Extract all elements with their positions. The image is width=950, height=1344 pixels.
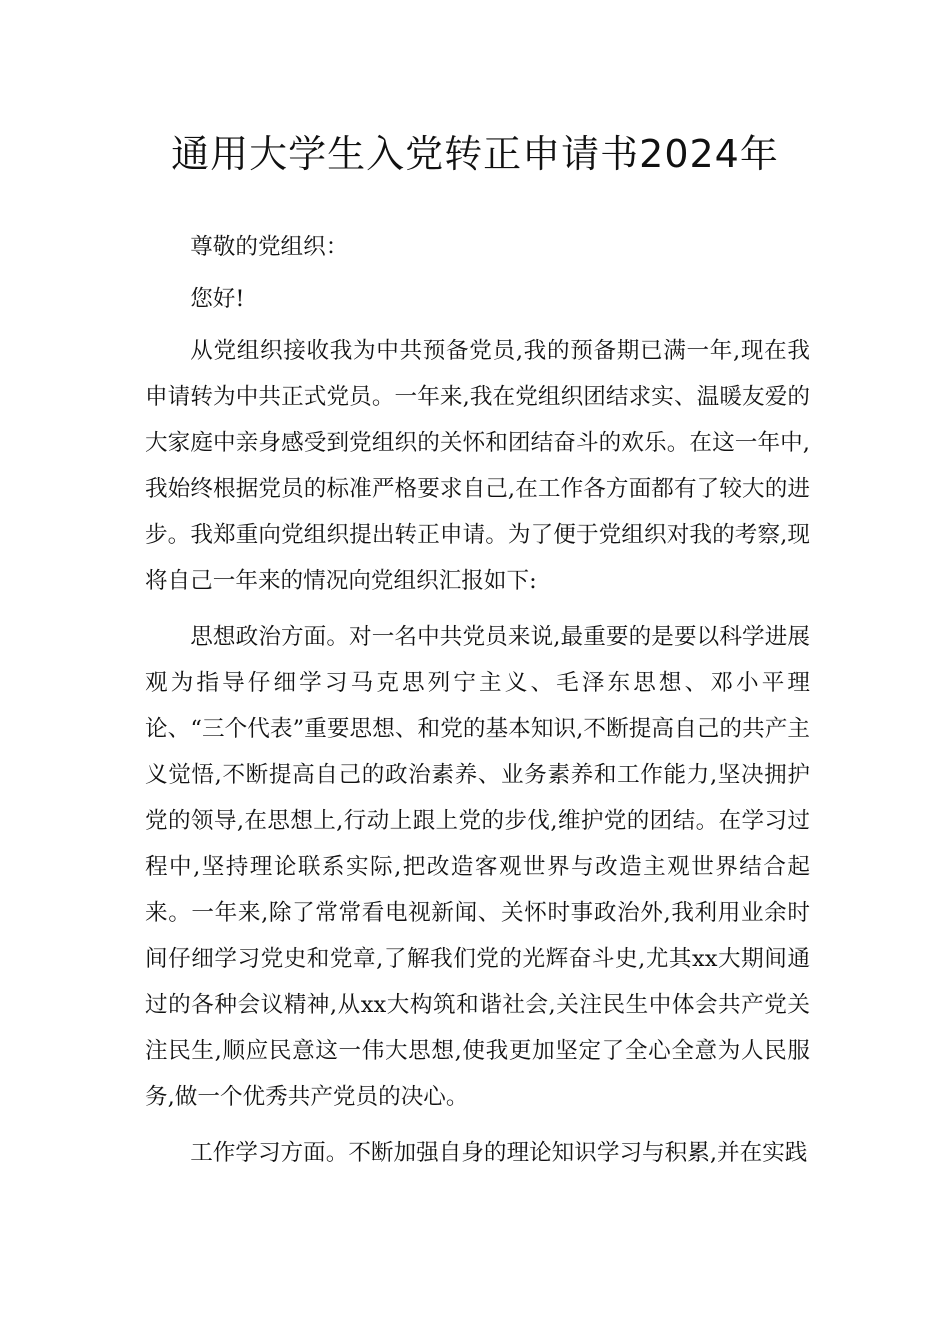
paragraph-work-study: 工作学习方面。不断加强自身的理论知识学习与积累,并在实践 [190,1140,808,1166]
paragraph-intro: 从党组织接收我为中共预备党员,我的预备期已满一年,现在我申请转为中共正式党员。一年来,我在党组织团结求实、温暖友爱的大家庭中亲身感受到党组织的关怀和团结奋斗的欢乐。在这一年中,我始终根据党员的标准严格要求自己,在工作各方面都有了较大的进步。我郑重向党组织提出转正申请。为了便于党组织对我的考察,现将自己一年来的情况向党组织汇报如下: [145,338,810,594]
paragraph-political: 思想政治方面。对一名中共党员来说,最重要的是要以科学进展观为指导仔细学习马克思列宁主义、毛泽东思想、邓小平理论、“三个代表”重要思想、和党的基本知识,不断提高自己的共产主义觉悟,不断提高自己的政治素养、业务素养和工作能力,坚决拥护党的领导,在思想上,行动上跟上党的步伐,维护党的团结。在学习过程中,坚持理论联系实际,把改造客观世界与改造主观世界结合起来。一年来,除了常常看电视新闻、关怀时事政治外,我利用业余时间仔细学习党史和党章,了解我们党的光辉奋斗史,尤其xx大期间通过的各种会议精神,从xx大构筑和谐社会,关注民生中体会共产党关注民生,顺应民意这一伟大思想,使我更加坚定了全心全意为人民服务,做一个优秀共产党员的决心。 [145,624,810,1110]
document-body [145,224,810,1186]
salutation: 尊敬的党组织： [190,234,349,260]
document-title: 通用大学生入党转正申请书2024年 [171,132,779,176]
greeting: 您好! [190,286,245,312]
